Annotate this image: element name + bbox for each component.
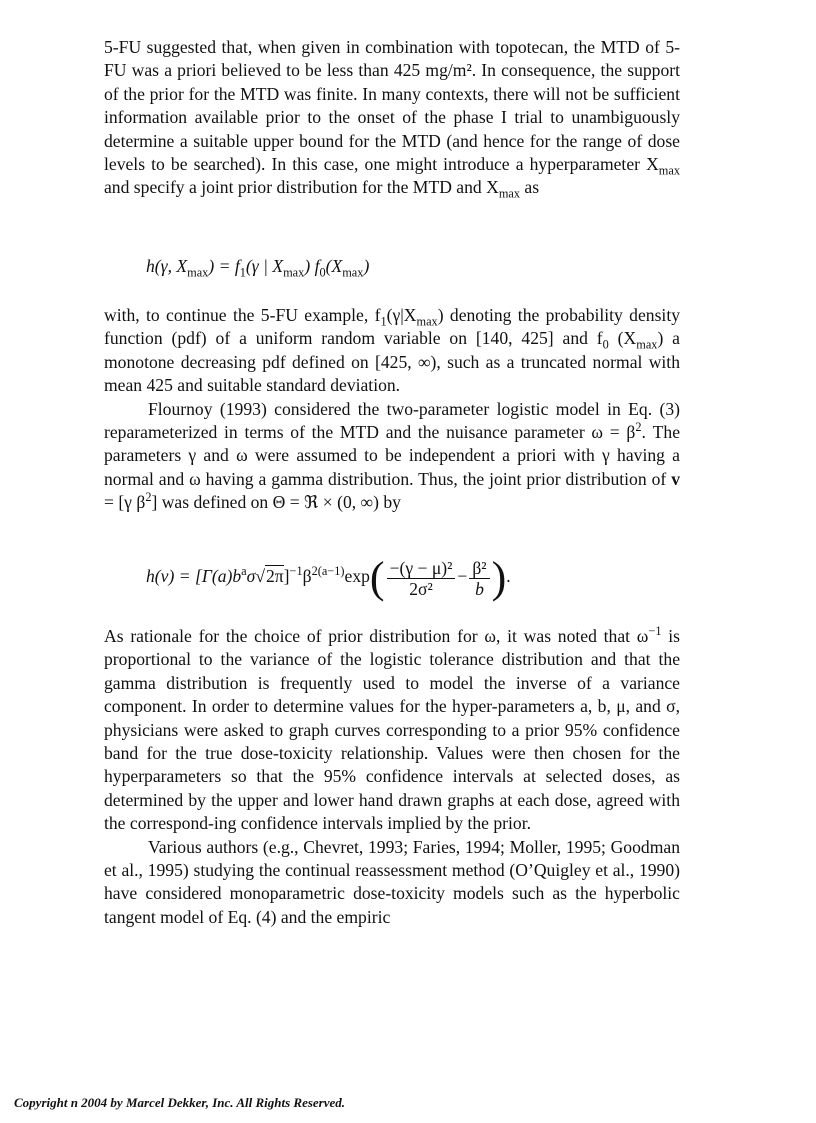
equation-2: $h(\nu) = [\Gamma(a)b^a\sigma√2\pi]^{-1}\beta^{2(a-1)}\exp$( $\frac{\text{−(γ − μ)²}}{\text{2σ²}}$ − $\frac{\text{β²}}{b}$ ). [146,553,511,602]
paragraph-1-end: and specify a joint prior distribution for the MTD and X [104,177,499,198]
paragraph-4: As rationale for the choice of prior distribution for ω, it was noted that $\omega^{-1}$ is proportional to the variance of the logistic tolerance distribution and that the gamma distribution is frequently used to model the inverse of a variance component. In order to determine values for the hyper-parameters a, b, μ, and σ, physicians were asked to graph curves corresponding to a prior 95% confidence band for the true dose-toxicity relationship. Values were then chosen for the hyperparameters so that the 95% confidence intervals at selected doses, as determined by the upper and lower hand drawn graphs at each dose, agreed with the correspond-ing confidence intervals implied by the prior. [104,624,680,834]
paragraph-1-tail: as [520,177,540,198]
paragraph-1-sub2: max [498,186,521,201]
fraction-2: $\frac{\text{β²}}{b}$ [469,558,489,599]
paragraph-2: with, to continue the 5-FU example, $f_1(\gamma|X_{max})$ denoting the probability density function (pdf) of a uniform random variable on [140, 425] and $f_0$ $(X_{max})$ a monotone decreasing pdf defined on [425, ∞), such as a truncated normal with mean 425 and suitable standard deviation. [104,305,681,396]
paragraph-1 [104,36,680,200]
equation-1: h(γ, $X_{max}) = f_1(\gamma$ | $X_{max}$) $f_0(X_{max})$ [146,256,370,280]
paragraph-4-5 [104,625,680,929]
paragraph-1-sub: max [658,163,680,178]
paragraph-1-text: 5-FU suggested that, when given in combination with topotecan, the MTD of 5-FU was a priori believed to be less than 425 mg/m². In consequence, the support of the prior for the MTD was finite. In many contexts, there will not be sufficient information available prior to the onset of the phase I trial to unambiguously determine a suitable upper bound for the MTD (and hence for the range of dose levels to be searched). In this case, one might introduce a hyperparameter X [104,37,680,175]
fraction-1: $\frac{\text{−(γ − μ)²}}{\text{2σ²}}$ [387,558,456,599]
paragraph-2-3 [104,304,680,515]
paragraph-3: Flournoy (1993) considered the two-parameter logistic model in Eq. (3) reparameterized in terms of the MTD and the nuisance parameter $\omega = \beta^2$. The parameters γ and ω were assumed to be independent a priori with γ having a normal and ω having a gamma distribution. Thus, the joint prior distribution of v = [γ $\beta^2$] was defined on Θ = ℜ × (0, ∞) by [104,398,681,513]
copyright-footer: Copyright n 2004 by Marcel Dekker, Inc. All Rights Reserved. [14,1095,346,1110]
paragraph-5: Various authors (e.g., Chevret, 1993; Faries, 1994; Moller, 1995; Goodman et al., 1995) studying the continual reassessment method (O’Quigley et al., 1990) have considered monoparametric dose-toxicity models such as the hyperbolic tangent model of Eq. (4) and the empiric [104,836,680,927]
